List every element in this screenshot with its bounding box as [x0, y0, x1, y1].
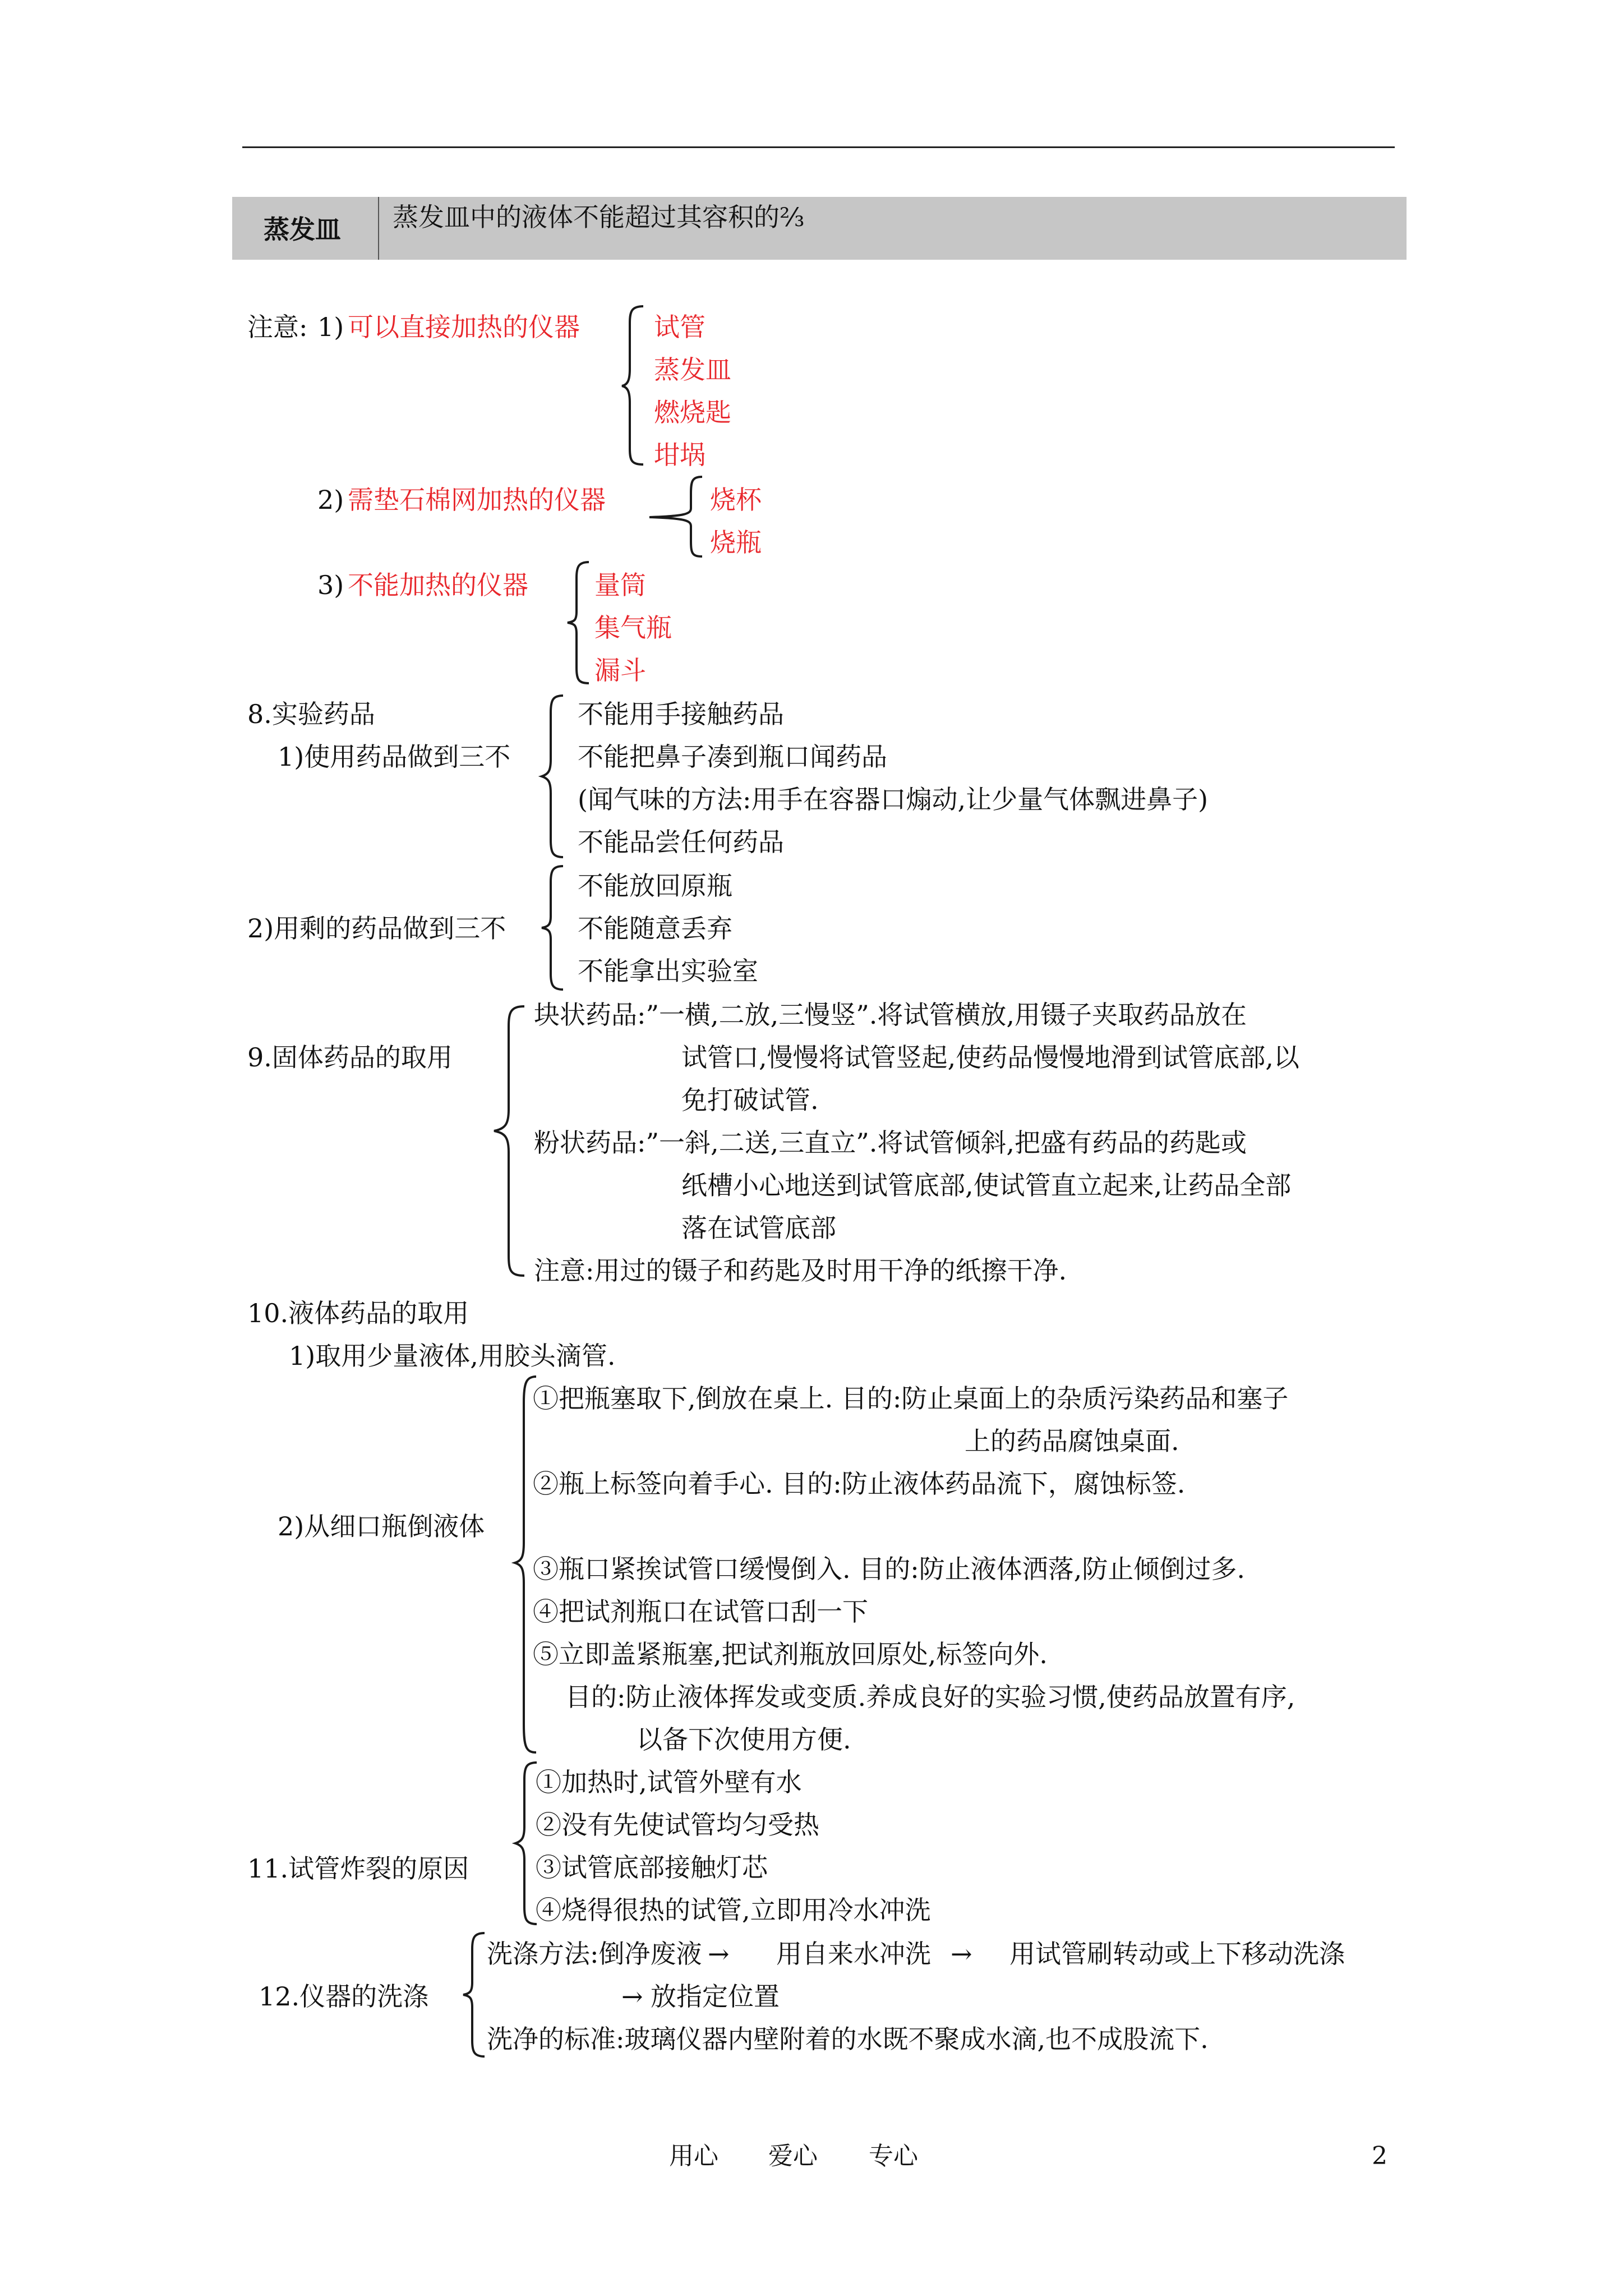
s12-title: 12.仪器的洗涤 [259, 1981, 429, 2012]
s12-method-d: 放指定位置 [651, 1981, 780, 2012]
header-rule [242, 146, 1395, 148]
s8-sub2-item: 不能拿出实验室 [578, 956, 758, 986]
s8-sub1-item: 不能把鼻子凑到瓶口闻药品 [578, 742, 887, 772]
s8-sub1-item: (闻气味的方法:用手在容器口煽动,让少量气体飘进鼻子) [578, 784, 1209, 815]
s11-title: 11.试管炸裂的原因 [247, 1853, 469, 1884]
s8-title: 8.实验药品 [247, 699, 375, 729]
note-g1-item: 燃烧匙 [654, 397, 731, 427]
note-g3-item: 集气瓶 [594, 613, 672, 643]
s8-sub2: 2)用剩的药品做到三不 [247, 913, 506, 944]
s10-line: ④把试剂瓶口在试管口刮一下 [533, 1596, 868, 1627]
s8-sub2-item: 不能随意丢弃 [578, 913, 732, 944]
note-g2-item: 烧杯 [710, 485, 762, 515]
s11-item: ④烧得很热的试管,立即用冷水冲洗 [536, 1895, 931, 1925]
s9-line: 免打破试管. [681, 1085, 819, 1115]
s10-line: ②瓶上标签向着手心. 目的:防止液体药品流下，腐蚀标签. [533, 1469, 1186, 1499]
s12-arrow: → [708, 1939, 730, 1969]
s12-arrow: → [951, 1939, 972, 1969]
s9-title: 9.固体药品的取用 [247, 1042, 453, 1073]
footer-slogan-2: 爱心 [768, 2142, 818, 2170]
s12-method-c: 用试管刷转动或上下移动洗涤 [1009, 1939, 1345, 1969]
s9-line: 纸槽小心地送到试管底部,使试管直立起来,让药品全部 [681, 1170, 1292, 1200]
brace-s8-1 [540, 693, 568, 862]
s9-line: 落在试管底部 [681, 1213, 836, 1243]
note-g3-num: 3) [317, 570, 344, 600]
s10-title: 10.液体药品的取用 [247, 1298, 469, 1328]
table-header-cell: 蒸发皿 [264, 214, 341, 245]
s10-line: ⑤立即盖紧瓶塞,把试剂瓶放回原处,标签向外. [533, 1639, 1048, 1669]
s8-sub2-item: 不能放回原瓶 [578, 871, 732, 901]
note-g3-title: 不能加热的仪器 [348, 570, 528, 600]
brace-g1 [620, 304, 648, 467]
s10-line: 目的:防止液体挥发或变质.养成良好的实验习惯,使药品放置有序, [565, 1682, 1295, 1712]
note-g1-item: 坩埚 [654, 440, 706, 470]
note-g3-item: 量筒 [594, 570, 646, 600]
s10-sub2: 2)从细口瓶倒液体 [278, 1511, 485, 1542]
note-g2-item: 烧瓶 [710, 527, 762, 558]
note-g1-num: 1) [317, 312, 344, 342]
s12-method-a: 洗涤方法:倒净废液 [487, 1939, 702, 1969]
note-g1-item: 试管 [654, 312, 706, 342]
brace-g3 [565, 560, 593, 686]
s12-standard: 洗净的标准:玻璃仪器内壁附着的水既不聚成水滴,也不成股流下. [487, 2024, 1209, 2054]
s9-line: 注意:用过的镊子和药匙及时用干净的纸擦干净. [534, 1255, 1067, 1286]
s12-method-b: 用自来水冲洗 [776, 1939, 931, 1969]
brace-s9 [491, 1004, 530, 1279]
note-g1-title: 可以直接加热的仪器 [348, 312, 580, 342]
table-divider [378, 197, 379, 260]
note-g2-num: 2) [317, 485, 344, 515]
s8-sub1-item: 不能用手接触药品 [578, 699, 784, 729]
s10-sub1: 1)取用少量液体,用胶头滴管. [289, 1341, 616, 1371]
s8-sub1: 1)使用药品做到三不 [278, 742, 511, 772]
s9-line: 块状药品:”一横,二放,三慢竖”.将试管横放,用镊子夹取药品放在 [534, 1000, 1247, 1030]
brace-g2 [646, 475, 708, 559]
note-g2-title: 需垫石棉网加热的仪器 [348, 485, 606, 515]
note-g1-item: 蒸发皿 [654, 355, 731, 385]
note-g3-item: 漏斗 [594, 655, 646, 685]
s9-line: 试管口,慢慢将试管竖起,使药品慢慢地滑到试管底部,以 [681, 1042, 1299, 1073]
s8-sub1-item: 不能品尝任何药品 [578, 827, 784, 857]
footer-slogan-3: 专心 [869, 2142, 918, 2170]
s10-line: ①把瓶塞取下,倒放在桌上. 目的:防止桌面上的杂质污染药品和塞子 [533, 1383, 1289, 1414]
s11-item: ①加热时,试管外壁有水 [536, 1767, 802, 1797]
s11-item: ③试管底部接触灯芯 [536, 1852, 768, 1883]
table-desc-cell: 蒸发皿中的液体不能超过其容积的⅔ [393, 202, 805, 232]
brace-s12 [461, 1931, 489, 2059]
s9-line: 粉状药品:”一斜,二送,三直立”.将试管倾斜,把盛有药品的药匙或 [534, 1128, 1247, 1158]
note-label: 注意: [247, 312, 308, 342]
footer-slogan-1: 用心 [669, 2142, 718, 2170]
s10-line: ③瓶口紧挨试管口缓慢倒入. 目的:防止液体洒落,防止倾倒过多. [533, 1554, 1245, 1584]
s12-arrow: → [621, 1981, 643, 2012]
page-number: 2 [1372, 2142, 1387, 2170]
s10-line: 上的药品腐蚀桌面. [965, 1426, 1179, 1456]
brace-s8-2 [540, 864, 568, 993]
s11-item: ②没有先使试管均匀受热 [536, 1810, 819, 1840]
s10-line: 以备下次使用方便. [637, 1724, 851, 1755]
